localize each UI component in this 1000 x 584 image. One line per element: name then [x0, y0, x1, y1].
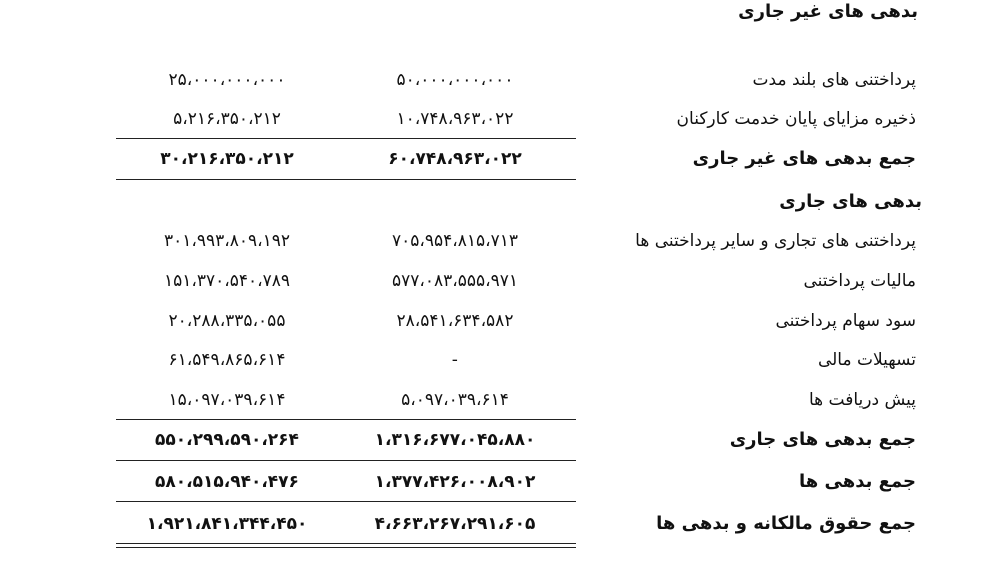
prior-year-value: ۵۸۰،۵۱۵،۹۴۰،۴۷۶: [155, 472, 299, 492]
current-year-value: ۲۸،۵۴۱،۶۳۴،۵۸۲: [396, 311, 514, 331]
current-year-value: ۵۰،۰۰۰،۰۰۰،۰۰۰: [396, 70, 514, 90]
table-row: [0, 265, 1000, 297]
prior-year-value: ۱،۹۲۱،۸۴۱،۳۴۴،۴۵۰: [146, 514, 308, 534]
subtotal-row-noncurrent: [0, 143, 1000, 175]
table-row: [0, 344, 1000, 376]
row-label: جمع بدهی های غیر جاری: [692, 148, 916, 169]
subtotal-row-current: [0, 424, 1000, 456]
current-year-value: ۴،۶۶۳،۲۶۷،۲۹۱،۶۰۵: [374, 514, 536, 534]
section-title: بدهی های جاری: [779, 191, 922, 212]
table-row: [0, 305, 1000, 337]
total-rule: [116, 460, 576, 461]
row-label: جمع حقوق مالکانه و بدهی ها: [656, 513, 916, 534]
prior-year-value: ۵۵۰،۲۹۹،۵۹۰،۲۶۴: [155, 430, 299, 450]
row-label: پرداختنی های تجاری و سایر پرداختنی ها: [635, 231, 916, 251]
table-row: [0, 225, 1000, 257]
section-title: بدهی های غیر جاری: [738, 1, 918, 22]
current-year-value: ۱،۳۷۷،۴۲۶،۰۰۸،۹۰۲: [374, 472, 536, 492]
row-label: پیش دریافت ها: [809, 390, 916, 410]
current-year-value: ۵۷۷،۰۸۳،۵۵۵،۹۷۱: [391, 271, 519, 291]
table-row: [0, 64, 1000, 96]
row-label: سود سهام پرداختنی: [775, 311, 916, 331]
current-year-value: ۵،۰۹۷،۰۳۹،۶۱۴: [401, 390, 509, 410]
total-rule: [116, 501, 576, 502]
row-label: ذخیره مزایای پایان خدمت کارکنان: [676, 109, 916, 129]
subtotal-rule-bottom: [116, 179, 576, 180]
subtotal-rule-top: [116, 419, 576, 420]
current-year-value: -: [451, 350, 459, 370]
current-year-value: ۱،۳۱۶،۶۷۷،۰۴۵،۸۸۰: [374, 430, 536, 450]
subtotal-rule-top: [116, 138, 576, 139]
prior-year-value: ۱۵۱،۳۷۰،۵۴۰،۷۸۹: [163, 271, 291, 291]
prior-year-value: ۳۰۱،۹۹۳،۸۰۹،۱۹۲: [163, 231, 291, 251]
prior-year-value: ۲۰،۲۸۸،۳۳۵،۰۵۵: [168, 311, 286, 331]
current-year-value: ۱۰،۷۴۸،۹۶۳،۰۲۲: [396, 109, 514, 129]
current-year-value: ۶۰،۷۴۸،۹۶۳،۰۲۲: [388, 149, 522, 169]
grand-total-row: [0, 508, 1000, 540]
table-row: [0, 103, 1000, 135]
prior-year-value: ۲۵،۰۰۰،۰۰۰،۰۰۰: [168, 70, 286, 90]
row-label: مالیات پرداختنی: [803, 271, 916, 291]
row-label: پرداختنی های بلند مدت: [752, 70, 916, 90]
current-year-value: ۷۰۵،۹۵۴،۸۱۵،۷۱۳: [391, 231, 519, 251]
grand-total-double-rule: [116, 543, 576, 548]
prior-year-value: ۶۱،۵۴۹،۸۶۵،۶۱۴: [168, 350, 286, 370]
row-label: جمع بدهی های جاری: [729, 429, 916, 450]
prior-year-value: ۱۵،۰۹۷،۰۳۹،۶۱۴: [168, 390, 286, 410]
table-row: [0, 384, 1000, 416]
prior-year-value: ۵،۲۱۶،۳۵۰،۲۱۲: [173, 109, 281, 129]
row-label: جمع بدهی ها: [799, 471, 916, 492]
row-label: تسهیلات مالی: [817, 350, 916, 370]
section-heading-noncurrent: [0, 0, 1000, 28]
prior-year-value: ۳۰،۲۱۶،۳۵۰،۲۱۲: [160, 149, 294, 169]
section-heading-current: [0, 186, 1000, 218]
total-liabilities-row: [0, 466, 1000, 498]
